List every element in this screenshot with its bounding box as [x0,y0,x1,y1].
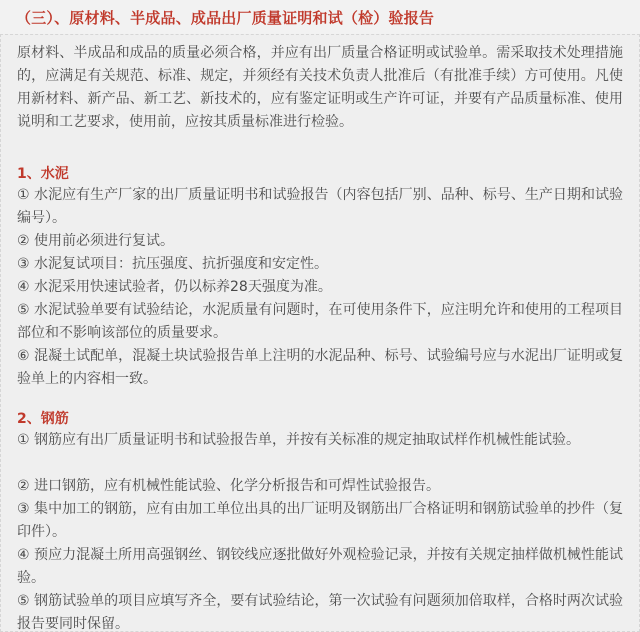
rebar-item-3: ③ 集中加工的钢筋，应有由加工单位出具的出厂证明及钢筋出厂合格证明和钢筋试验单的抄件（复印件）。 [17,501,623,540]
rebar-item-5: ⑤ 钢筋试验单的项目应填写齐全，要有试验结论，第一次试验有问题须加倍取样，合格时两次试验报告要同时保留。 [17,593,623,632]
header-bar [0,0,640,34]
cement-item-1: ① 水泥应有生产厂家的出厂质量证明书和试验报告（内容包括厂别、品种、标号、生产日期和试验编号）。 [17,187,623,226]
rebar-item-4: ④ 预应力混凝土所用高强钢丝、钢铰线应逐批做好外观检验记录，并按有关规定抽样做机械性能试验。 [17,547,623,586]
cement-item-5: ⑤ 水泥试验单要有试验结论，水泥质量有问题时，在可使用条件下，应注明允许和使用的工程项目部位和不影响该部位的质量要求。 [17,302,623,341]
section-heading-rebar: 2、钢筋 [17,411,69,427]
cement-item-6: ⑥ 混凝土试配单，混凝土块试验报告单上注明的水泥品种、标号、试验编号应与水泥出厂证明或复验单上的内容相一致。 [17,348,623,387]
cement-item-3: ③ 水泥复试项目：抗压强度、抗折强度和安定性。 [17,256,328,272]
intro-paragraph: 原材料、半成品和成品的质量必须合格，并应有出厂质量合格证明或试验单。需采取技术处理措施的，应满足有关规范、标准、规定，并须经有关技术负责人批准后（有批准手续）方可使用。凡使用新材料、新产品、新工艺、新技术的，应有鉴定证明或生产许可证，并要有产品质量标准、使用说明和工艺要求，使用前，应按其质量标准进行检验。 [17,45,623,130]
cement-item-4: ④ 水泥采用快速试验者，仍以标养28天强度为准。 [17,279,332,295]
section-heading-cement: 1、水泥 [17,166,69,182]
rebar-item-1: ① 钢筋应有出厂质量证明书和试验报告单，并按有关标准的规定抽取试样作机械性能试验。 [17,432,580,448]
page-title: （三）、原材料、半成品、成品出厂质量证明和试（检）验报告 [16,9,435,27]
rebar-item-2: ② 进口钢筋，应有机械性能试验、化学分析报告和可焊性试验报告。 [17,478,440,494]
cement-item-2: ② 使用前必须进行复试。 [17,233,175,249]
